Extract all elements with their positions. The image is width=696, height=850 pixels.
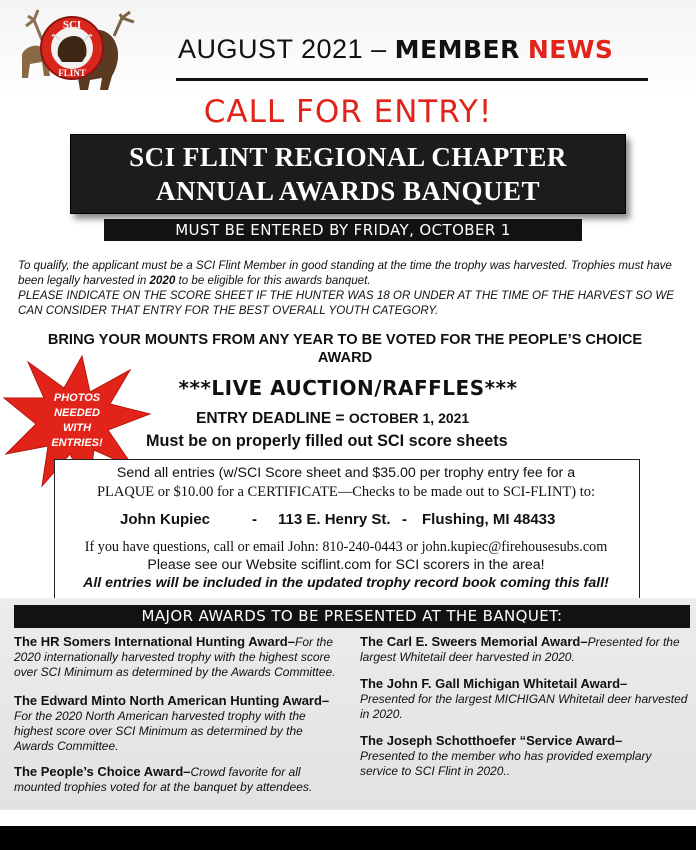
photos-needed-text: PHOTOS NEEDED WITH ENTRIES! (51, 392, 103, 449)
contact-name: John Kupiec (120, 511, 211, 528)
award-item: The John F. Gall Michigan Whitetail Award– Presented for the largest MICHIGAN Whitetail deer harvested in 2020. (360, 676, 688, 721)
mounts-notice: BRING YOUR MOUNTS FROM ANY YEAR TO BE VOTED FOR THE PEOPLE’S CHOICE AWARD (47, 332, 643, 366)
award-item: The Edward Minto North American Hunting Award–For the 2020 North American harvested trophy with the highest score over SCI Minimum as determined by the Awards Committee. (14, 693, 330, 753)
send-entries-text: Send all entries (w/SCI Score sheet and $35.00 per trophy entry fee for a PLAQUE or $10.00 for a CERTIFICATE—Checks to be made out to SCI-FLINT) to: (96, 465, 596, 500)
newsletter-title: AUGUST 2021 – MEMBER NEWS (178, 34, 614, 64)
separator: - (402, 511, 407, 528)
header-divider (176, 78, 648, 81)
svg-text:SCI: SCI (62, 19, 82, 31)
award-item: The People’s Choice Award–Crowd favorite for all mounted trophies voted for at the banquet by attendees. (14, 764, 313, 794)
footer-bar (0, 826, 696, 850)
award-item: The Carl E. Sweers Memorial Award–Presented for the largest Whitetail deer harvested in 2020. (360, 634, 680, 664)
svg-text:FLINT: FLINT (58, 68, 86, 78)
awards-header: MAJOR AWARDS TO BE PRESENTED AT THE BANQUET: (14, 605, 690, 628)
record-book-notice: All entries will be included in the updated trophy record book coming this fall! (83, 575, 609, 591)
award-item: The Joseph Schotthoefer “Service Award– Presented to the member who has provided exemplary service to SCI Flint in 2020.. (360, 733, 652, 778)
score-sheet-notice: Must be on properly filled out SCI score sheets (146, 432, 508, 450)
contact-info: If you have questions, call or email John: 810-240-0443 or john.kupiec@firehousesubs.com (84, 539, 608, 555)
call-for-entry-heading: CALL FOR ENTRY! (203, 94, 493, 130)
deadline-banner: MUST BE ENTERED BY FRIDAY, OCTOBER 1 (104, 219, 582, 241)
auction-heading: ***LIVE AUCTION/RAFFLES*** (178, 376, 518, 400)
banquet-title-line2: ANNUAL AWARDS BANQUET (155, 176, 541, 206)
sci-flint-logo (16, 6, 140, 94)
separator: - (252, 511, 257, 528)
banquet-title-box (70, 134, 626, 214)
website-notice: Please see our Website sciflint.com for SCI scorers in the area! (147, 557, 545, 573)
contact-street: 113 E. Henry St. (278, 511, 391, 528)
award-item: The HR Somers International Hunting Award–For the 2020 internationally harvested trophy with the highest score over SCI Minimum as determined by the Awards Committee. (14, 634, 336, 679)
contact-city: Flushing, MI 48433 (422, 511, 556, 528)
banquet-title-line1: SCI FLINT REGIONAL CHAPTER (129, 142, 567, 172)
qualification-text: To qualify, the applicant must be a SCI Flint Member in good standing at the time the trophy was harvested. Trophies must have been legally harvested in 2020 to be eligible for this awards banquet. PLEASE INDICATE ON THE SCORE SHEET IF THE HUNTER WAS 18 OR UNDER AT THE TIME OF THE HARVEST SO WE CAN CONSIDER THAT ENTRY FOR THE BEST OVERALL YOUTH CATEGORY. (18, 259, 674, 317)
entry-deadline: ENTRY DEADLINE = OCTOBER 1, 2021 (196, 410, 470, 427)
